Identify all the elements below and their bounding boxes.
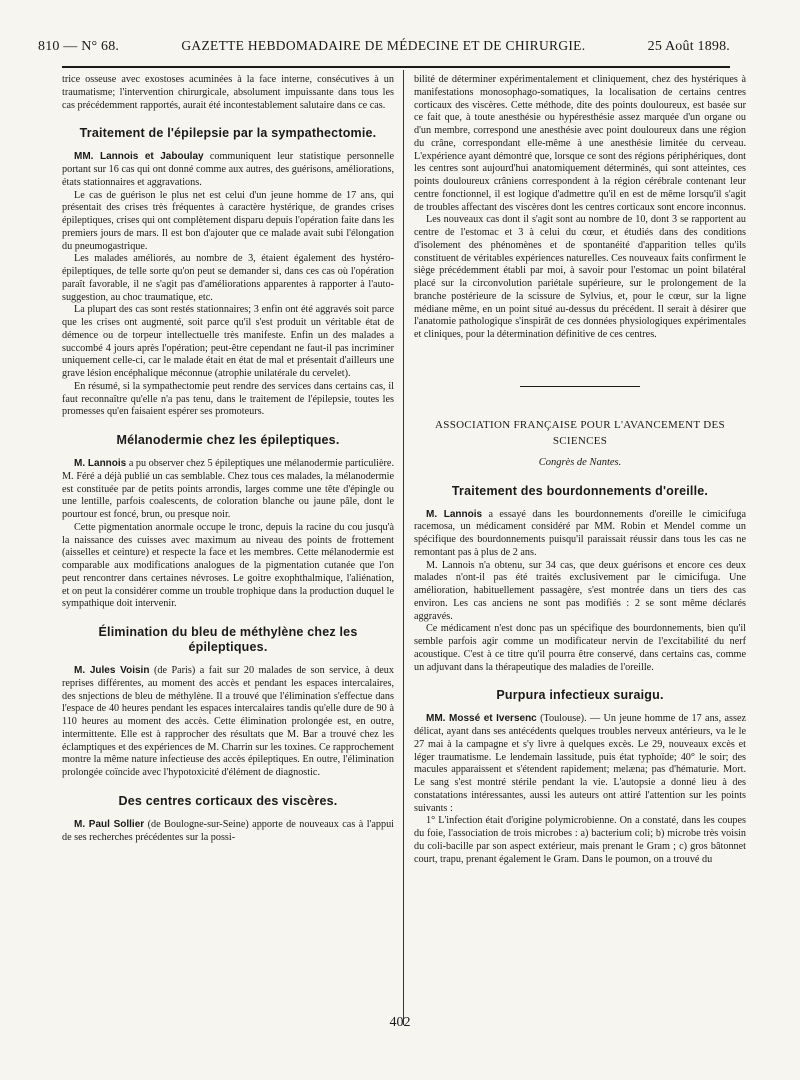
right-column [414, 74, 746, 866]
author-names: M. Jules Voisin [74, 665, 150, 676]
section-title-elimination: Élimination du bleu de méthylène chez les épileptiques. [98, 625, 358, 654]
paragraph: Les nouveaux cas dont il s'agit sont au nombre de 10, dont 3 se rapportent au centre de l'estomac et 3 à celui du cœur, et étudiés dans des conditions d'isolement des phénomènes et de spontanéité d'apparition telles qu'ils constituent de véritables expériences naturelles. Ces nouveaux faits confirment le siège précédemment établi par moi, à savoir pour l'estomac un point bilatéral placé sur la circonvolution pariétale supérieure, sur le prolongement de la branche postérieure de la scissure de Sylvius, et, pour le cœur, sur la ligne médiane même, en un point situé au-dessus du précédent. Il serait à désirer que l'anatomie pathologique s'inspirât de ces données physiologiques expérimentales et cliniques, pour la détermination définitive de ces centres. [414, 214, 746, 340]
paragraph: Les malades améliorés, au nombre de 3, étaient également des hystéro-épileptiques, de telle sorte qu'on peut se demander si, dans ces cas où l'opération paraît favorable, il ne s'agit pas d'améliorations apparentes à rapporter à l'auto-suggestion, au choc traumatique, etc. [62, 253, 394, 303]
paragraph: Le cas de guérison le plus net est celui d'un jeune homme de 17 ans, qui présentait des crises très fréquentes à caractère hystérique, de grandes crises épileptiques, crises qui ont complètement disparu depuis l'opération faite dans les premiers jours de mars. Il est bon d'ajouter que ce malade avait subi l'élongation du pneumogastrique. [62, 189, 394, 252]
section-title-centres-corticaux: Des centres corticaux des viscères. [118, 793, 338, 808]
association-heading: ASSOCIATION FRANÇAISE POUR L'AVANCEMENT DES SCIENCES [435, 418, 725, 447]
paragraph: MM. Mossé et Iversenc (Toulouse). — Un jeune homme de 17 ans, assez délicat, ayant dans ses antécédents quelques troubles nerveux antérieurs, va le le 27 mai à la campagne et s'y livre à quelques excès. Le 29, nouveaux excès et léger traumatisme. Le lendemain lassitude, puis état typhoïde; 40° le soir; des macules apparaissent et s'étendent rapidement; melæna; pas d'hématurie. Mort. Le sang s'est montré stérile pendant la vie. L'autopsie a donné lieu à des constatations intéressantes, aussi les auteurs ont attiré l'attention sur les points suivants : [414, 713, 747, 814]
paragraph: Cette pigmentation anormale occupe le tronc, depuis la racine du cou jusqu'à la naissance des cuisses avec maximum au niveau des points de frottement (aisselles et ceinture) et respecte la face et les membres. Cette mélanodermie est comparable aux modifications analogues de la pigmentation cutanée que l'on peut rencontrer dans certaines névroses. Le goitre exophthalmique, l'aliénation, et on peut la considérer comme un trouble trophique dans la production duquel le sympathique doit intervenir. [62, 521, 394, 610]
congress-subtitle: Congrès de Nantes. [538, 456, 622, 468]
header-issue: 810 — N° 68. [38, 39, 120, 54]
paragraph: M. Lannois a pu observer chez 5 épileptiques une mélanodermie particulière. M. Féré a déjà publié un cas semblable. Chez tous ces malades, la mélanodermie est constituée par de petits points arrondis, larges comme une tête d'épingle ou une lentille, parfois coalescents, de coloration blanche ou jaune pâle, dont le pourtour est foncé, brun, ou presque noir. [62, 458, 394, 520]
author-names: M. Paul Sollier [74, 818, 145, 830]
section-title-bourdonnements: Traitement des bourdonnements d'oreille. [451, 483, 709, 498]
column-divider [403, 70, 404, 1025]
paragraph: La plupart des cas sont restés stationnaires; 3 enfin ont été aggravés soit parce que les crises ont augmenté, soit parce qu'il s'est produit un véritable état de démence ou de torpeur intellectuelle très manifeste. Enfin un des malades a succombé 4 jours après l'opération; peut-être cependant ne faut-il pas incriminer uniquement celle-ci, car le malade était en état de mal et présentait d'ailleurs une grave lésion encéphalique méconnue (atrophie unilatérale du cervelet). [62, 304, 394, 379]
page-number: 402 [389, 1015, 411, 1030]
paragraph: 1° L'infection était d'origine polymicrobienne. On a constaté, dans les coupes du foie, l'association de trois microbes : a) bacterium coli; b) microbe très voisin du coli-bacille par son aspect extérieur, mais prenant le Gram ; c) gros bâtonnet court, trapu, prenant également le Gram. Dans le poumon, on a trouvé du [414, 815, 746, 865]
paragraph: bilité de déterminer expérimentalement et cliniquement, chez des hystériques à manifestations monosophago-somatiques, la localisation de certains centres corticaux des viscères. Cette méthode, dite des points douloureux, est basée sur ce fait que, à toute anesthésie ou hypéresthésie assez marquée d'un organe ou d'un membre, correspond une anesthésie avec point douloureux dans une région du crâne, correspondant elle-même à une anesthésie limitée du cerveau. L'expérience ayant démontré que, lorsque ce sont des régions périphériques, dont les centres sont aujourd'hui anatomiquement déterminés, qui sont atteintes, ces points douloureux crâniens correspondent à la région cérébrale contenant leur centre fonctionnel, il est logique d'admettre qu'il en est de même lorsqu'il s'agit de troubles affectant des viscères dont les centres corticaux sont encore inconnus. [414, 74, 746, 213]
header-date: 25 Août 1898. [647, 39, 730, 54]
intro-paragraph: trice osseuse avec exostoses acuminées à la face interne, consécutives à un traumatisme; l'intervention chirurgicale, absolument impuissante dans tous les cas précédemment rapportés, aurait été incontestablement salutaire dans ce cas. [62, 74, 394, 111]
running-header [38, 38, 730, 58]
section-title-purpura: Purpura infectieux suraigu. [496, 688, 664, 703]
paragraph: M. Paul Sollier (de Boulogne-sur-Seine) apporte de nouveaux cas à l'appui de ses recherches précédentes sur la possi- [62, 818, 394, 843]
section-title-epilepsie: Traitement de l'épilepsie par la sympathectomie. [79, 126, 377, 141]
header-journal-title: GAZETTE HEBDOMADAIRE DE MÉDECINE ET DE CHIRURGIE. [181, 38, 586, 53]
header-rule [62, 66, 730, 68]
paragraph: M. Lannois a essayé dans les bourdonnements d'oreille le cimicifuga racemosa, un médicament considéré par MM. Robin et Mendel comme un spécifique des bourdonnements puisqu'il paraissait réussir dans tous les cas ne remontant pas à plus de 2 ans. [414, 508, 746, 558]
left-column [62, 74, 394, 844]
section-title-melanodermie: Mélanodermie chez les épileptiques. [116, 433, 340, 447]
author-names: MM. Mossé et Iversenc [426, 713, 537, 725]
author-names: M. Lannois [426, 508, 483, 520]
paragraph: Ce médicament n'est donc pas un spécifique des bourdonnements, bien qu'il semble parfois agir comme un modificateur nervin de l'excitabilité du nerf acoustique. C'est à ce titre qu'il pourra être conservé, dans certains cas, comme un adjuvant dans la thérapeutique des maladies de l'oreille. [414, 623, 746, 673]
author-names: M. Lannois [74, 458, 127, 469]
paragraph: MM. Lannois et Jaboulay communiquent leur statistique personnelle portant sur 16 cas qui ont donné comme aux autres, des guérisons, améliorations, états stationnaires et aggravations. [62, 151, 394, 188]
paragraph: M. Lannois n'a obtenu, sur 34 cas, que deux guérisons et encore ces deux malades n'ont-il pas été traités exclusivement par le cimicifuga. Une amélioration, habituellement passagère, s'est montrée dans un tiers des cas environ. Les cas anciens ne sont pas modifiés : 2 se sont même déclarés aggravés. [414, 559, 746, 622]
paragraph: M. Jules Voisin (de Paris) a fait sur 20 malades de son service, à deux reprises différentes, au moment des accès et pendant les espaces intercalaires, des snjections de bleu de méthylène. Il a trouvé que l'élimination s'effectue dans l'espace de 40 heures pendant les espaces intercalaires tandis qu'elle dure de 90 à 110 heures au moment des accès. Cette élimination prolongée est, en outre, intermittente. Elle est à rapprocher des résultats que M. Bar a trouvé chez les éclamptiques et des expériences de M. Charrin sur les toxines. Ce rapprochement montre la même nature infectieuse des accès épileptiques. En outre, l'élimination prolongée coïncide avec l'hypotoxicité d'élément de diagnostic. [62, 665, 394, 778]
author-names: MM. Lannois et Jaboulay [74, 151, 204, 163]
paragraph: En résumé, si la sympathectomie peut rendre des services dans certains cas, il faut reconnaître qu'elle n'a pas tenu, dans le traitement de l'épilepsie, toutes les promesses qu'en faisaient espérer ses promoteurs. [62, 380, 394, 418]
